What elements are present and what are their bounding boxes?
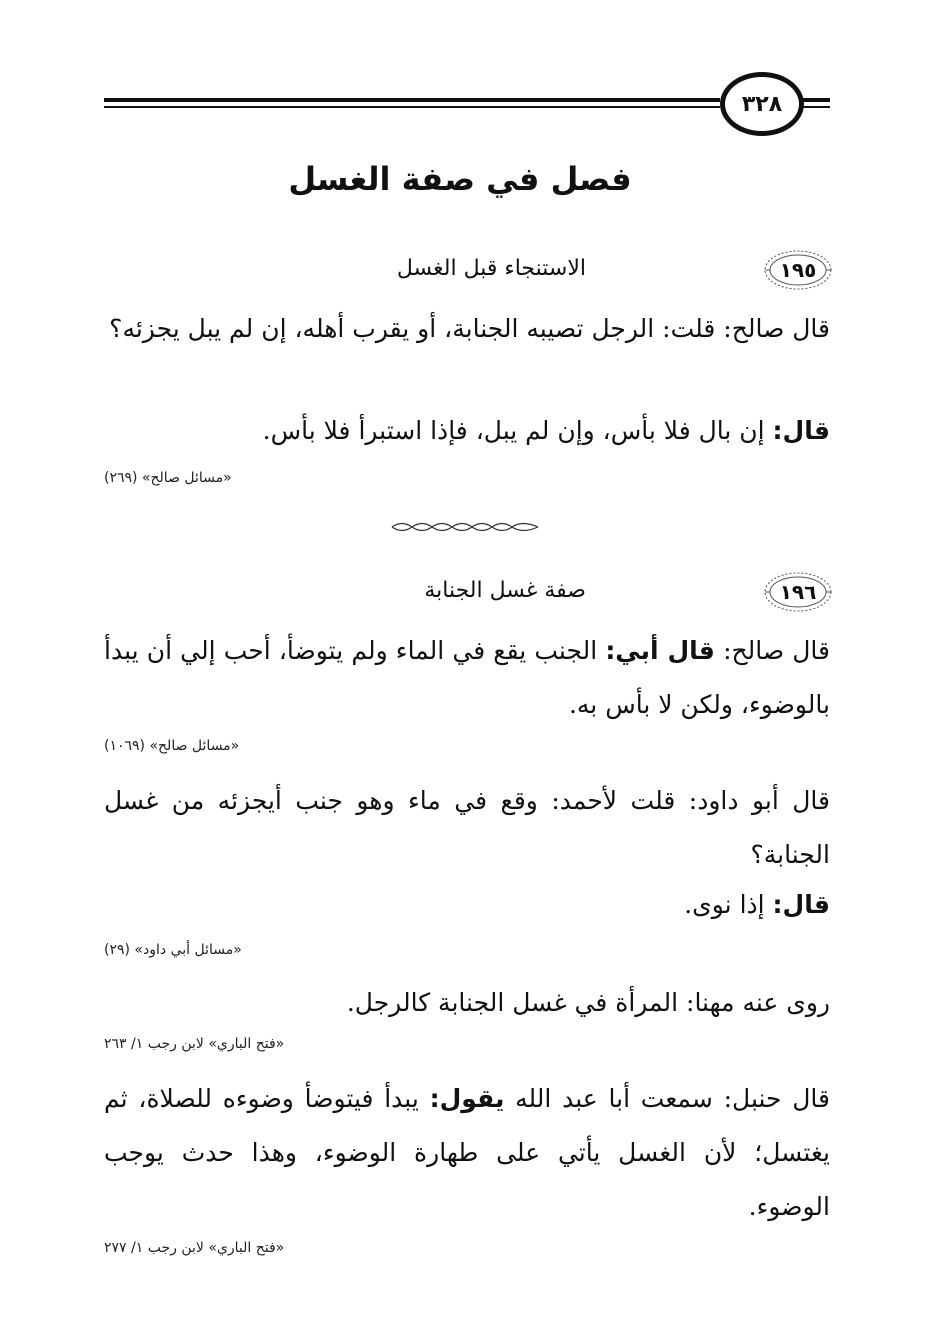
chapter-title: فصل في صفة الغسل — [288, 160, 632, 198]
paragraph-text: يبدأ فيتوضأ وضوءه للصلاة، ثم يغتسل؛ لأن الغسل يأتي على طهارة الوضوء، وهذا حدث يوجب الوضوء. — [104, 1084, 830, 1221]
paragraph: روى عنه مهنا: المرأة في غسل الجنابة كالرجل. — [346, 988, 830, 1017]
source-citation: «فتح الباري» لابن رجب ١/ ٢٦٣ — [104, 1036, 285, 1052]
speaker-label: قال: — [772, 416, 830, 445]
entry-heading: الاستنجاء قبل الغسل — [396, 256, 586, 281]
entry-number: ١٩٦ — [779, 580, 817, 604]
ornament-divider — [390, 520, 540, 534]
page-number: ٣٢٨ — [741, 91, 783, 117]
paragraph — [104, 624, 830, 732]
speaker-label: يقول: — [429, 1084, 505, 1113]
speaker-label: قال أبي: — [605, 636, 715, 665]
paragraph-text: إن بال فلا بأس، وإن لم يبل، فإذا استبرأ فلا بأس. — [262, 416, 773, 445]
source-citation: «مسائل أبي داود» (٢٩) — [104, 942, 242, 958]
header-rule-tail — [800, 98, 830, 102]
paragraph-text: قال حنبل: سمعت أبا عبد الله — [504, 1084, 830, 1113]
entry-heading: صفة غسل الجنابة — [424, 578, 586, 603]
paragraph — [104, 1072, 830, 1234]
paragraph-text: قال صالح: — [714, 636, 830, 665]
paragraph: قال أبو داود: قلت لأحمد: وقع في ماء وهو جنب أيجزئه من غسل الجنابة؟ — [104, 786, 830, 869]
paragraph — [684, 878, 830, 932]
paragraph-text: إذا نوى. — [684, 890, 773, 919]
paragraph-text: الجنب يقع في الماء ولم يتوضأ، أحب إلي أن يبدأ بالوضوء، ولكن لا بأس به. — [104, 636, 830, 719]
source-citation: «فتح الباري» لابن رجب ١/ ٢٧٧ — [104, 1240, 285, 1256]
speaker-label: قال: — [772, 890, 830, 919]
source-citation: «مسائل صالح» (١٠٦٩) — [104, 738, 240, 754]
paragraph — [263, 404, 830, 458]
paragraph: قال صالح: قلت: الرجل تصيبه الجنابة، أو يقرب أهله، إن لم يبل يجزئه؟ — [109, 314, 830, 343]
header-rule — [104, 98, 720, 102]
page-number-badge — [720, 72, 804, 136]
entry-number: ١٩٥ — [779, 258, 817, 282]
entry-number-badge — [762, 248, 834, 292]
header-rule-thin — [104, 106, 720, 108]
source-citation: «مسائل صالح» (٢٦٩) — [104, 470, 232, 486]
header-rule-tail-thin — [800, 106, 830, 108]
entry-number-badge — [762, 570, 834, 614]
